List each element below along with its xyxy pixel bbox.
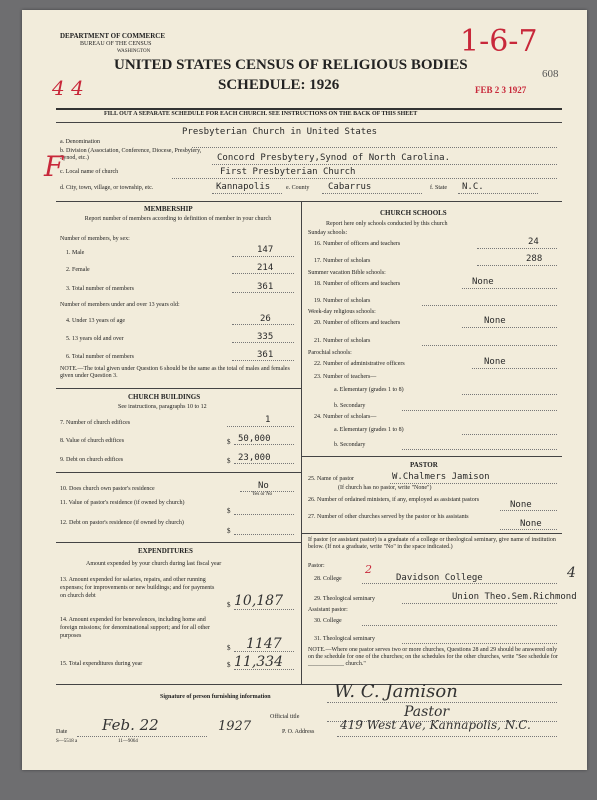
division-value: Concord Presbytery,Synod of North Carolina.: [217, 153, 450, 163]
q10-hint: Yes or No: [252, 492, 273, 497]
q5-value: 335: [257, 332, 274, 342]
q22-value: None: [484, 357, 506, 367]
city-field-value: Kannapolis: [216, 182, 271, 192]
q17-label: 17. Number of scholars: [314, 258, 371, 264]
q29-label: 29. Theological seminary: [314, 596, 376, 602]
q26-label: 26. Number of ordained ministers, if any, employed as assistant pastors: [308, 497, 480, 503]
summer-label: Summer vacation Bible schools:: [308, 270, 386, 276]
q14-value: 1147: [246, 636, 282, 652]
q4-label: 4. Under 13 years of age: [66, 318, 125, 324]
q5-label: 5. 13 years old and over: [66, 336, 124, 342]
q3-value: 361: [257, 282, 274, 292]
denomination-value: Presbyterian Church in United States: [182, 127, 378, 137]
county-label: e. County: [286, 185, 310, 191]
q23a-label: a. Elementary (grades 1 to 8): [334, 387, 404, 393]
q8-value: 50,000: [238, 434, 271, 444]
q12-dollar: $: [227, 527, 231, 535]
mark-44: 4 4: [52, 76, 84, 100]
assistant-label: Assistant pastor:: [308, 607, 348, 613]
q2-label: 2. Female: [66, 267, 90, 273]
q9-value: 23,000: [238, 453, 271, 463]
q6-label: 6. Total number of members: [66, 354, 134, 360]
q11-dollar: $: [227, 507, 231, 515]
q16-value: 24: [528, 237, 539, 247]
q11-label: 11. Value of pastor's residence (if owned by church): [60, 500, 185, 506]
signature-label: Signature of person furnishing information: [160, 694, 271, 700]
form-code: S—5518 a: [56, 739, 78, 744]
q15-dollar: $: [227, 661, 231, 669]
city-label: WASHINGTON: [117, 49, 151, 54]
q7-label: 7. Number of church edifices: [60, 420, 131, 426]
q25-hint: (If church has no pastor, write "None"): [338, 485, 432, 491]
q15-label: 15. Total expenditures during year: [60, 661, 143, 667]
buildings-heading: CHURCH BUILDINGS: [128, 393, 201, 401]
title-value: Pastor: [404, 704, 450, 720]
q19-label: 19. Number of scholars: [314, 298, 371, 304]
state-label: f. State: [430, 185, 447, 191]
q1-value: 147: [257, 245, 274, 255]
address-label: P. O. Address: [282, 729, 315, 735]
address-value: 419 West Ave, Kannapolis, N.C.: [340, 718, 531, 732]
q10-value: No: [258, 481, 269, 491]
q9-dollar: $: [227, 457, 231, 465]
schools-sub: Report here only schools conducted by this church: [326, 221, 448, 227]
q14-label: 14. Amount expended for benevolences, including home and foreign missions; for denominational support; and for all other purposes: [60, 617, 210, 639]
membership-heading: MEMBERSHIP: [144, 205, 193, 213]
q1-label: 1. Male: [66, 250, 85, 256]
print-code: 11—9064: [118, 739, 138, 744]
age-head-label: Number of members under and over 13 years old:: [60, 302, 180, 308]
q4-value: 26: [260, 314, 271, 324]
q27-label: 27. Number of other churches served by the pastor or his assistants: [308, 514, 469, 520]
q30-label: 30. College: [314, 618, 342, 624]
q3-label: 3. Total number of members: [66, 286, 134, 292]
by-sex-label: Number of members, by sex:: [60, 236, 130, 242]
signature-value: W. C. Jamison: [334, 681, 458, 702]
census-form: [22, 10, 587, 770]
q10-label: 10. Does church own pastor's residence: [60, 486, 155, 492]
county-value: Cabarrus: [328, 182, 372, 192]
q21-label: 21. Number of scholars: [314, 338, 371, 344]
state-value: N.C.: [462, 182, 484, 192]
instructions-line: FILL OUT A SEPARATE SCHEDULE FOR EACH CHURCH. SEE INSTRUCTIONS ON THE BACK OF THIS SHEET: [104, 111, 418, 117]
q28-value: Davidson College: [396, 573, 483, 583]
q12-label: 12. Debt on pastor's residence (if owned by church): [60, 520, 184, 526]
buildings-sub: See instructions, paragraphs 10 to 12: [118, 404, 207, 410]
q24b-label: b. Secondary: [334, 442, 366, 448]
pastor-sub-label: Pastor:: [308, 563, 325, 569]
q18-value: None: [472, 277, 494, 287]
q28-mark: 2: [365, 563, 372, 576]
q28-label: 28. College: [314, 576, 342, 582]
q25-value: W.Chalmers Jamison: [392, 472, 490, 482]
q13-dollar: $: [227, 601, 231, 609]
bureau-label: BUREAU OF THE CENSUS: [80, 41, 152, 47]
pastor-note: NOTE.—Where one pastor serves two or more churches, Questions 28 and 29 should be answered only on the schedule for one of the churches; on the schedules for the other churches, write "See schedule for ____________ church.": [308, 647, 558, 667]
received-stamp: FEB 2 3 1927: [475, 85, 527, 95]
date-value: Feb. 22: [102, 716, 159, 734]
q6-value: 361: [257, 350, 274, 360]
q15-value: 11,334: [234, 654, 283, 670]
q13-value: 10,187: [234, 593, 283, 609]
q20-label: 20. Number of officers and teachers: [314, 320, 401, 326]
weekday-label: Week-day religious schools:: [308, 309, 376, 315]
membership-note: NOTE.—The total given under Question 6 should be the same as the total of males and females given under Question 3.: [60, 366, 290, 379]
q23b-label: b. Secondary: [334, 403, 366, 409]
q18-label: 18. Number of officers and teachers: [314, 281, 401, 287]
parochial-label: Parochial schools:: [308, 350, 352, 356]
date-year: 1927: [218, 719, 252, 734]
expenditures-heading: EXPENDITURES: [138, 547, 193, 555]
expenditures-sub: Amount expended by your church during last fiscal year: [86, 561, 222, 567]
q9-label: 9. Debt on church edifices: [60, 457, 124, 463]
q22-label: 22. Number of administrative officers: [314, 361, 405, 367]
local-name-label: c. Local name of church: [60, 169, 119, 175]
q23-label: 23. Number of teachers—: [314, 374, 377, 380]
pastor-heading: PASTOR: [410, 461, 438, 469]
title-label: Official title: [270, 714, 300, 720]
q26-value: None: [510, 500, 532, 510]
membership-sub: Report number of members according to definition of member in your church: [84, 216, 272, 222]
q16-label: 16. Number of officers and teachers: [314, 241, 401, 247]
division-label: b. Division (Association, Conference, Diocese, Presbytery, Synod, etc.): [60, 148, 202, 161]
q24-label: 24. Number of scholars—: [314, 414, 377, 420]
q14-dollar: $: [227, 644, 231, 652]
q8-dollar: $: [227, 438, 231, 446]
q29-value: Union Theo.Sem.Richmond: [452, 592, 577, 602]
q27-value: None: [520, 519, 542, 529]
hand-code: 1-6-7: [460, 24, 538, 59]
date-label: Date: [56, 729, 68, 735]
local-name-value: First Presbyterian Church: [220, 167, 356, 177]
q25-label: 25. Name of pastor: [308, 476, 354, 482]
q2-value: 214: [257, 263, 274, 273]
q13-label: 13. Amount expended for salaries, repairs, and other running expenses; for improvements or new buildings; and for payments on church debt: [60, 577, 215, 599]
q17-value: 288: [526, 254, 543, 264]
city-field-label: d. City, town, village, or township, etc.: [60, 185, 154, 191]
dept-label: DEPARTMENT OF COMMERCE: [60, 32, 166, 40]
q20-value: None: [484, 316, 506, 326]
sunday-label: Sunday schools:: [308, 230, 348, 236]
form-number: 608: [542, 68, 559, 80]
denomination-label: a. Denomination: [60, 139, 100, 145]
q31-label: 31. Theological seminary: [314, 636, 376, 642]
graduate-note: If pastor (or assistant pastor) is a graduate of a college or theological seminary, give name of institution below. (If not a graduate, write "No" in the space indicated.): [308, 537, 556, 550]
schedule-title: SCHEDULE: 1926: [218, 77, 340, 93]
q24a-label: a. Elementary (grades 1 to 8): [334, 427, 404, 433]
q8-label: 8. Value of church edifices: [60, 438, 125, 444]
q7-value: 1: [265, 415, 271, 425]
margin-mark: 4: [567, 565, 576, 581]
schools-heading: CHURCH SCHOOLS: [380, 209, 447, 217]
red-mark-left: F: [44, 150, 64, 183]
form-title: UNITED STATES CENSUS OF RELIGIOUS BODIES: [114, 57, 468, 73]
